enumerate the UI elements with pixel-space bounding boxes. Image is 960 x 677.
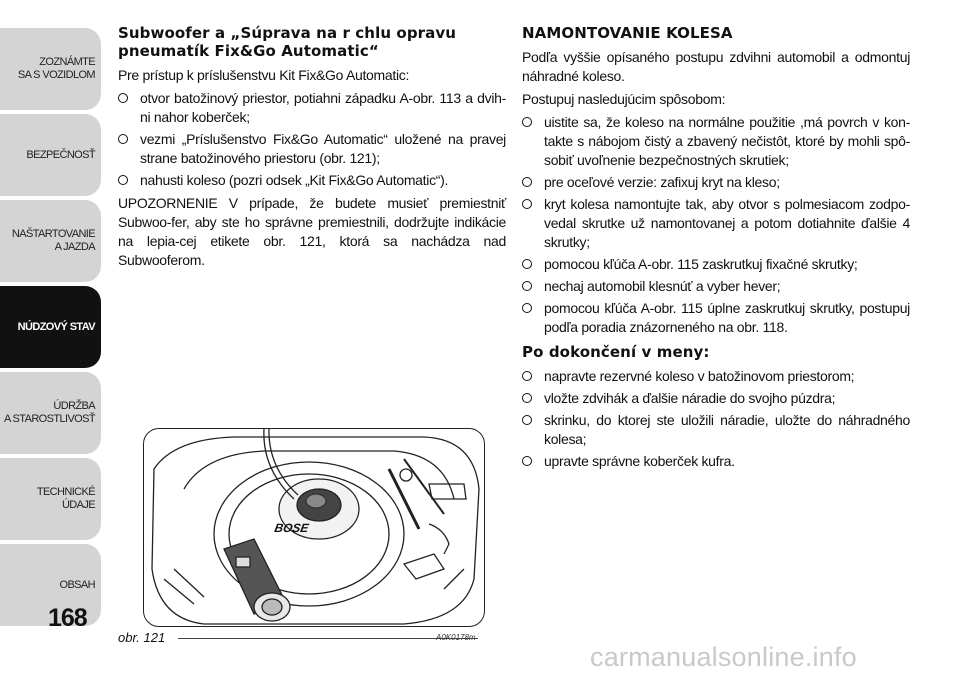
list-item: vezmi „Príslušenstvo Fix&Go Automatic“ uložené na pravej strane batožinového priestoru (obr. 121); bbox=[118, 130, 506, 168]
right-column bbox=[522, 18, 910, 475]
right-list-2 bbox=[522, 367, 910, 471]
bullet-circle-icon bbox=[118, 175, 128, 185]
figure-caption: obr. 121 bbox=[118, 630, 166, 645]
bullet-circle-icon bbox=[522, 393, 532, 403]
bullet-circle-icon bbox=[118, 93, 128, 103]
list-item: pomocou kľúča A-obr. 115 úplne zaskrutkuj skrutky, postupuj podľa poradia znázorneného na obr. 118. bbox=[522, 299, 910, 337]
list-item: skrinku, do ktorej ste uložili náradie, uložte do náhradného kolesa; bbox=[522, 411, 910, 449]
page-number: 168 bbox=[48, 604, 87, 632]
bullet-circle-icon bbox=[522, 303, 532, 313]
list-item: otvor batožinový priestor, potiahni západku A-obr. 113 a dvih-ni nahor koberček; bbox=[118, 89, 506, 127]
left-column bbox=[118, 18, 506, 274]
tab-nudzovy-stav[interactable]: NÚDZOVÝ STAV bbox=[0, 286, 101, 368]
caption-divider bbox=[178, 638, 478, 639]
tab-nastartovanie[interactable]: NAŠTARTOVANIE A JAZDA bbox=[0, 200, 101, 282]
left-intro: Pre prístup k príslušenstvu Kit Fix&Go Automatic: bbox=[118, 67, 410, 83]
tab-obsah[interactable]: OBSAH bbox=[0, 544, 101, 626]
list-item: napravte rezervné koleso v batožinovom priestorom; bbox=[522, 367, 910, 386]
list-item: nechaj automobil klesnúť a vyber hever; bbox=[522, 277, 910, 296]
bullet-circle-icon bbox=[522, 177, 532, 187]
bullet-circle-icon bbox=[522, 199, 532, 209]
tab-bezpecnost[interactable]: BEZPEČNOSŤ bbox=[0, 114, 101, 196]
right-paragraph-2: Postupuj nasledujúcim spôsobom: bbox=[522, 91, 726, 107]
left-heading: Subwoofer a „Súprava na r chlu opravu pneumatík Fix&Go Automatic“ bbox=[118, 24, 457, 60]
right-list-1 bbox=[522, 113, 910, 337]
bullet-circle-icon bbox=[522, 281, 532, 291]
trunk-drawing bbox=[144, 429, 484, 626]
list-item: nahusti koleso (pozri odsek „Kit Fix&Go Automatic“). bbox=[118, 171, 506, 190]
right-heading-2: Po dokončení v meny: bbox=[522, 343, 710, 361]
list-item: vložte zdvihák a ďalšie náradie do svojho púzdra; bbox=[522, 389, 910, 408]
list-item: pomocou kľúča A-obr. 115 zaskrutkuj fixačné skrutky; bbox=[522, 255, 910, 274]
watermark: carmanualsonline.info bbox=[590, 642, 857, 672]
tab-udrzba[interactable]: ÚDRŽBA A STAROSTLIVOSŤ bbox=[0, 372, 101, 454]
list-item: uistite sa, že koleso na normálne použitie ,má povrch v kon-takte s nábojom čistý a zbavený nečistôt, ktoré by mohli spô-sobiť uvoľnenie bezpečnostných skrutiek; bbox=[522, 113, 910, 170]
figure-code: A0K0178m bbox=[436, 633, 476, 642]
figure-121-trunk-illustration bbox=[143, 428, 485, 627]
right-heading-1: NAMONTOVANIE KOLESA bbox=[522, 24, 733, 42]
bullet-circle-icon bbox=[118, 134, 128, 144]
left-warning: UPOZORNENIE V prípade, že budete musieť premiestniť Subwoo-fer, aby ste ho správne premiestnili, dodržujte indikácie na lepia-cej etikete obr. 121, ktorá sa nachádza nad Subwooferom. bbox=[118, 195, 506, 268]
list-item: pre oceľové verzie: zafixuj kryt na kleso; bbox=[522, 173, 910, 192]
list-item: kryt kolesa namontujte tak, aby otvor s polmesiacom zodpo-vedal skrutke už namontovanej a potom dotiahnite ďalšie 4 skrutky; bbox=[522, 195, 910, 252]
bullet-circle-icon bbox=[522, 415, 532, 425]
bullet-circle-icon bbox=[522, 117, 532, 127]
left-list bbox=[118, 89, 506, 190]
bullet-circle-icon bbox=[522, 456, 532, 466]
right-paragraph-1: Podľa vyššie opísaného postupu zdvihni automobil a odmontuj náhradné koleso. bbox=[522, 49, 910, 84]
tab-zoznamte-sa[interactable]: ZOZNÁMTE SA S VOZIDLOM bbox=[0, 28, 101, 110]
bose-logo: BOSE bbox=[273, 521, 310, 535]
list-item: upravte správne koberček kufra. bbox=[522, 452, 910, 471]
bullet-circle-icon bbox=[522, 259, 532, 269]
tab-technicke-udaje[interactable]: TECHNICKÉ ÚDAJE bbox=[0, 458, 101, 540]
bullet-circle-icon bbox=[522, 371, 532, 381]
